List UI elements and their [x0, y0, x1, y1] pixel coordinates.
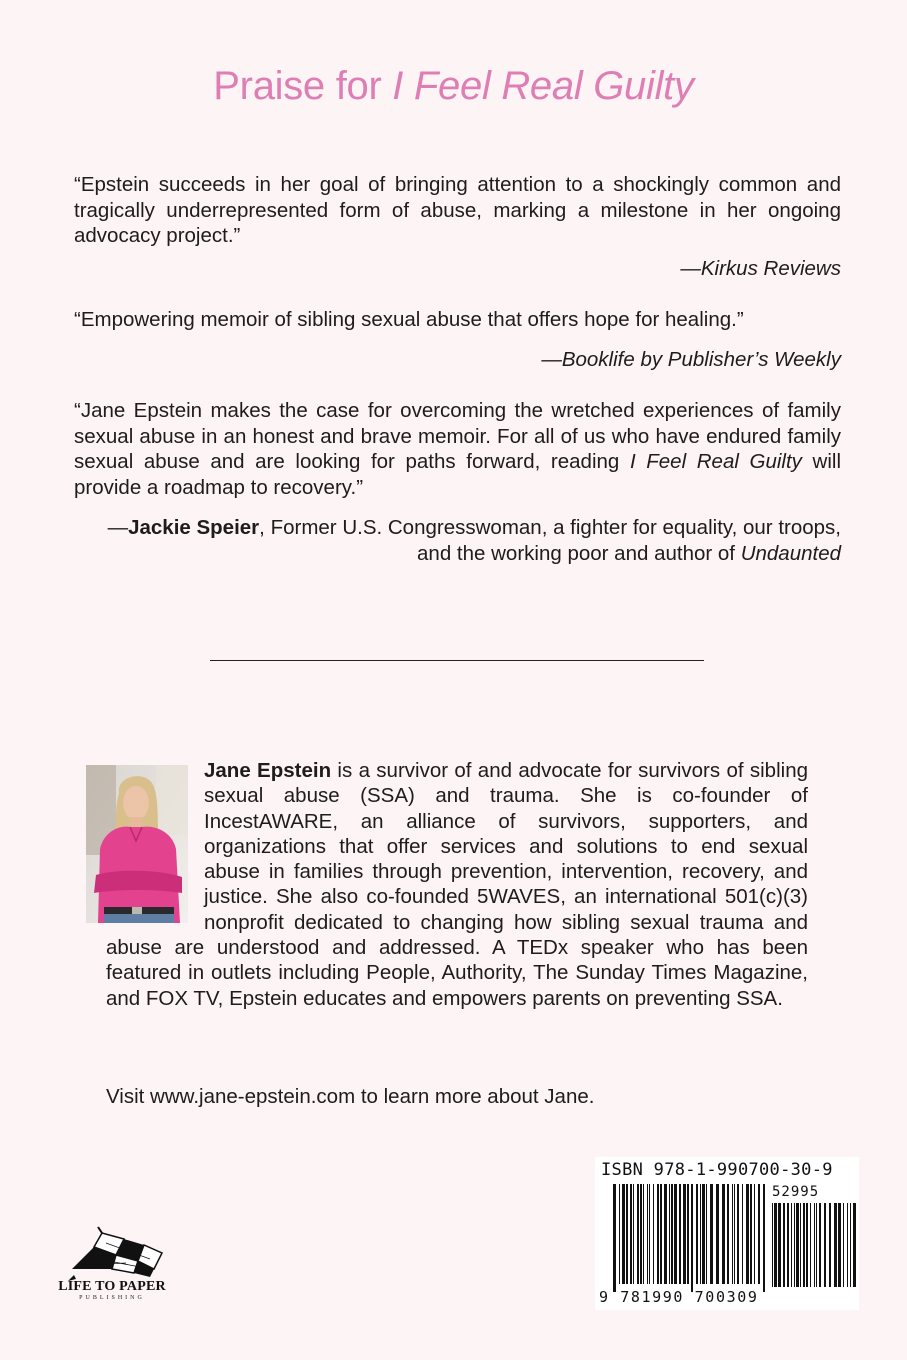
barcode-bar [691, 1184, 693, 1292]
barcode-bar [754, 1184, 755, 1284]
bio-text: is a survivor of and advocate for survivors of sibling sexual abuse (SSA) and trauma. She is co-founder of IncestAWARE, an alliance of survivors, supporters, and organizations that offer services and solutions to end sexual abuse in families through prevention, intervention, recovery, and justice. She also co-founded 5WAVES, an international 501(c)(3) nonprofit dedicated to changing how sibling sexual trauma and abuse are understood and addressed. A TEDx speaker who has been featured in outlets including People, Authority, The Sunday Times Magazine, and FOX TV, Epstein educates and empowers parents on preventing SSA. [106, 759, 808, 1010]
barcode-bar [791, 1203, 792, 1287]
barcode-bar [829, 1203, 831, 1287]
website-line: Visit www.jane-epstein.com to learn more about Jane. [106, 1085, 595, 1108]
addon-barcode-bars [772, 1203, 856, 1289]
quote-speier-suffix: will provide a roadmap to recovery.” [74, 450, 842, 499]
barcode-bar [671, 1184, 673, 1284]
ean-barcode-bars [613, 1184, 767, 1294]
barcode-bar [746, 1184, 749, 1284]
barcode-bar [619, 1184, 620, 1284]
praise-title-prefix: Praise for [213, 64, 393, 108]
barcode-bar [763, 1184, 765, 1292]
attribution-booklife [81, 347, 841, 373]
barcode-bar [853, 1203, 856, 1287]
praise-title [0, 64, 907, 109]
barcode-bar [742, 1184, 743, 1284]
barcode-bar [722, 1184, 725, 1284]
author-bio [106, 758, 808, 1011]
barcode-bar [687, 1184, 689, 1284]
isbn-label: ISBN 978-1-990700-30-9 [601, 1160, 833, 1180]
barcode-bar [657, 1184, 659, 1284]
barcode-bar [850, 1203, 851, 1287]
barcode-bar [626, 1184, 628, 1284]
barcode-bar [679, 1184, 681, 1284]
barcode-bar [750, 1184, 752, 1284]
section-divider [210, 660, 704, 661]
barcode-bar [643, 1184, 644, 1284]
quote-speier-book: I Feel Real Guilty [629, 450, 802, 473]
attribution-speier-rest: , Former U.S. Congresswoman, a fighter for equality, our troops, and the working poor and author of [259, 516, 841, 565]
barcode-bar [732, 1184, 733, 1284]
quote-booklife: “Empowering memoir of sibling sexual abuse that offers hope for healing.” [74, 308, 744, 331]
barcode-bar [803, 1203, 805, 1287]
barcode-bar [669, 1184, 670, 1284]
publisher-name: LIFE TO PAPER [58, 1279, 166, 1294]
barcode-bar [706, 1184, 707, 1284]
publisher-sub: PUBLISHING [79, 1295, 145, 1301]
barcode-bar [814, 1203, 815, 1287]
barcode-bar [824, 1203, 826, 1287]
barcode-bar [734, 1184, 735, 1284]
attribution-booklife-text: —Booklife by Publisher’s Weekly [541, 348, 841, 371]
barcode-bar [806, 1203, 808, 1287]
bio-author-name: Jane Epstein [204, 759, 332, 782]
barcode-bar [664, 1184, 667, 1284]
barcode-bar [737, 1184, 739, 1284]
barcode-bar [787, 1203, 789, 1287]
barcode-bar [727, 1184, 729, 1284]
barcode-bar [630, 1184, 632, 1284]
barcode-bar [640, 1184, 642, 1284]
barcode-bar [613, 1184, 616, 1292]
barcode-bar [834, 1203, 837, 1287]
isbn-barcode [595, 1157, 859, 1310]
quote-speier-prefix: “Jane Epstein makes the case for overcoming the wretched experiences of family sexual abuse in an honest and brave memoir. For all of us who have endured family sexual abuse and are looking for paths forward, reading [74, 399, 841, 473]
barcode-bar [794, 1203, 795, 1287]
attribution-speier-dash: — [107, 516, 129, 539]
barcode-bar [847, 1203, 848, 1287]
ean-digits: 9 781990 700309 [599, 1288, 759, 1306]
barcode-bar [816, 1203, 817, 1287]
barcode-bar [778, 1203, 781, 1287]
barcode-bar [716, 1184, 719, 1284]
attribution-kirkus [81, 256, 841, 282]
attribution-kirkus-text: —Kirkus Reviews [680, 257, 841, 280]
attribution-speier-book: Undaunted [740, 541, 841, 565]
barcode-bar [696, 1184, 698, 1284]
attribution-speier [81, 515, 841, 566]
barcode-bar [800, 1203, 801, 1287]
barcode-bar [810, 1203, 811, 1287]
praise-title-book: I Feel Real Guilty [392, 64, 694, 108]
barcode-bar [702, 1184, 705, 1284]
barcode-bar [660, 1184, 662, 1284]
barcode-bar [838, 1203, 841, 1287]
quote-speier [74, 398, 841, 500]
barcode-bar [772, 1203, 773, 1287]
bio-photo-spacer [106, 758, 204, 934]
barcode-bar [819, 1203, 821, 1287]
barcode-bar [796, 1203, 799, 1287]
price-code: 52995 [772, 1184, 820, 1200]
barcode-bar [783, 1203, 785, 1287]
barcode-bar [710, 1184, 713, 1284]
barcode-bar [649, 1184, 650, 1284]
barcode-bar [683, 1184, 686, 1284]
barcode-bar [758, 1184, 760, 1284]
barcode-bar [633, 1184, 634, 1284]
barcode-bar [700, 1184, 701, 1284]
barcode-bar [674, 1184, 677, 1284]
attribution-speier-name: Jackie Speier [128, 516, 260, 539]
barcode-bar [622, 1184, 625, 1284]
barcode-bar [637, 1184, 639, 1284]
barcode-bar [653, 1184, 654, 1284]
barcode-bar [647, 1184, 648, 1284]
quote-kirkus: “Epstein succeeds in her goal of bringing attention to a shockingly common and tragically underrepresented form of abuse, marking a milestone in her ongoing advocacy project.” [74, 173, 841, 247]
barcode-bar [843, 1203, 844, 1287]
barcode-bar [774, 1203, 777, 1287]
